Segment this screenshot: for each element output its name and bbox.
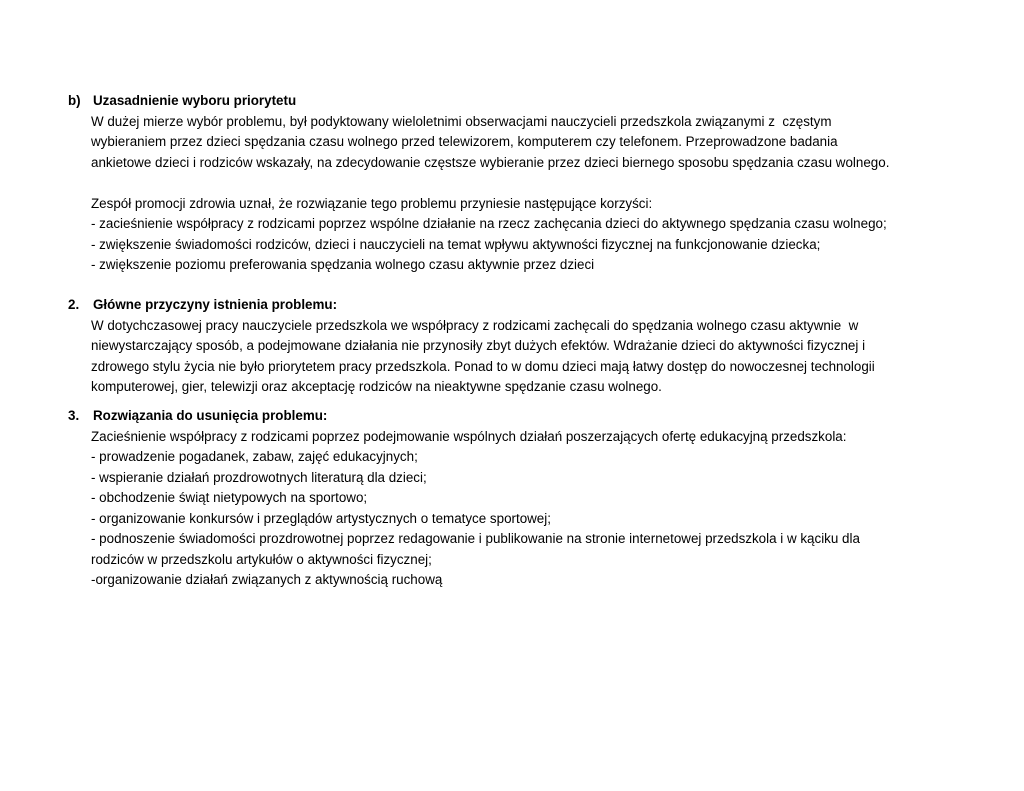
- benefit-item: - zwiększenie świadomości rodziców, dzieci i nauczycieli na temat wpływu aktywności fizycznej na funkcjonowanie dziecka;: [91, 236, 821, 252]
- benefits-intro: Zespół promocji zdrowia uznał, że rozwiązanie tego problemu przyniesie następujące korzyści:: [91, 195, 653, 211]
- solution-item: - wspieranie działań prozdrowotnych literaturą dla dzieci;: [91, 469, 427, 485]
- solution-item: - organizowanie konkursów i przeglądów artystycznych o tematyce sportowej;: [91, 510, 551, 526]
- section-3-solutions: [68, 406, 968, 591]
- section-3-title: Rozwiązania do usunięcia problemu:: [93, 408, 328, 423]
- paragraph-line: W dotychczasowej pracy nauczyciele przedszkola we współpracy z rodzicami zachęcali do spędzania wolnego czasu aktywnie w: [91, 317, 859, 333]
- spacer: [91, 173, 968, 194]
- section-b-number: b): [68, 93, 81, 108]
- section-b-title: Uzasadnienie wyboru priorytetu: [93, 93, 297, 108]
- section-b-justification: [68, 91, 968, 276]
- benefit-item: - zwiększenie poziomu preferowania spędzania wolnego czasu aktywnie przez dzieci: [91, 257, 595, 272]
- section-3-number: 3.: [68, 408, 80, 423]
- section-2-number: 2.: [68, 297, 80, 312]
- section-2-body: [91, 316, 968, 398]
- section-2-title: Główne przyczyny istnienia problemu:: [93, 297, 338, 312]
- solution-item: - obchodzenie świąt nietypowych na sportowo;: [91, 490, 368, 505]
- solution-item: -organizowanie działań związanych z aktywnością ruchową: [91, 572, 443, 587]
- section-b-heading: [68, 91, 968, 112]
- section-b-body: [91, 112, 968, 276]
- benefit-item: - zacieśnienie współpracy z rodzicami poprzez wspólne działanie na rzecz zachęcania dzieci do aktywnego spędzania czasu wolnego;: [91, 216, 887, 231]
- solution-item: rodziców w przedszkolu artykułów o aktywności fizycznej;: [91, 551, 432, 567]
- paragraph-line: zdrowego stylu życia nie było priorytetem pracy przedszkola. Ponad to w domu dzieci mają łatwy dostęp do nowoczesnej technologii: [91, 358, 875, 374]
- solutions-intro: Zacieśnienie współpracy z rodzicami poprzez podejmowanie wspólnych działań poszerzających ofertę edukacyjną przedszkola:: [91, 428, 847, 444]
- section-2-causes: [68, 295, 968, 398]
- paragraph-line: wybieraniem przez dzieci spędzania czasu wolnego przed telewizorem, komputerem czy telefonem. Przeprowadzone badania: [91, 134, 838, 149]
- solution-item: - podnoszenie świadomości prozdrowotnej poprzez redagowanie i publikowanie na stronie internetowej przedszkola i w kąciku dla: [91, 531, 860, 546]
- paragraph-line: W dużej mierze wybór problemu, był podyktowany wieloletnimi obserwacjami nauczycieli przedszkola związanymi z częstym: [91, 113, 832, 129]
- section-3-body: [91, 427, 968, 591]
- solution-item: - prowadzenie pogadanek, zabaw, zajęć edukacyjnych;: [91, 449, 418, 464]
- section-2-heading: [68, 295, 968, 316]
- paragraph-line: niewystarczający sposób, a podejmowane działania nie przynosiły zbyt dużych efektów. Wdrażanie dzieci do aktywności fizycznej i: [91, 338, 866, 353]
- paragraph-line: komputerowej, gier, telewizji oraz akceptację rodziców na nieaktywne spędzanie czasu wolnego.: [91, 379, 662, 394]
- section-3-heading: [68, 406, 968, 427]
- paragraph-line: ankietowe dzieci i rodziców wskazały, na zdecydowanie częstsze wybieranie przez dzieci biernego sposobu spędzania czasu wolnego.: [91, 154, 890, 170]
